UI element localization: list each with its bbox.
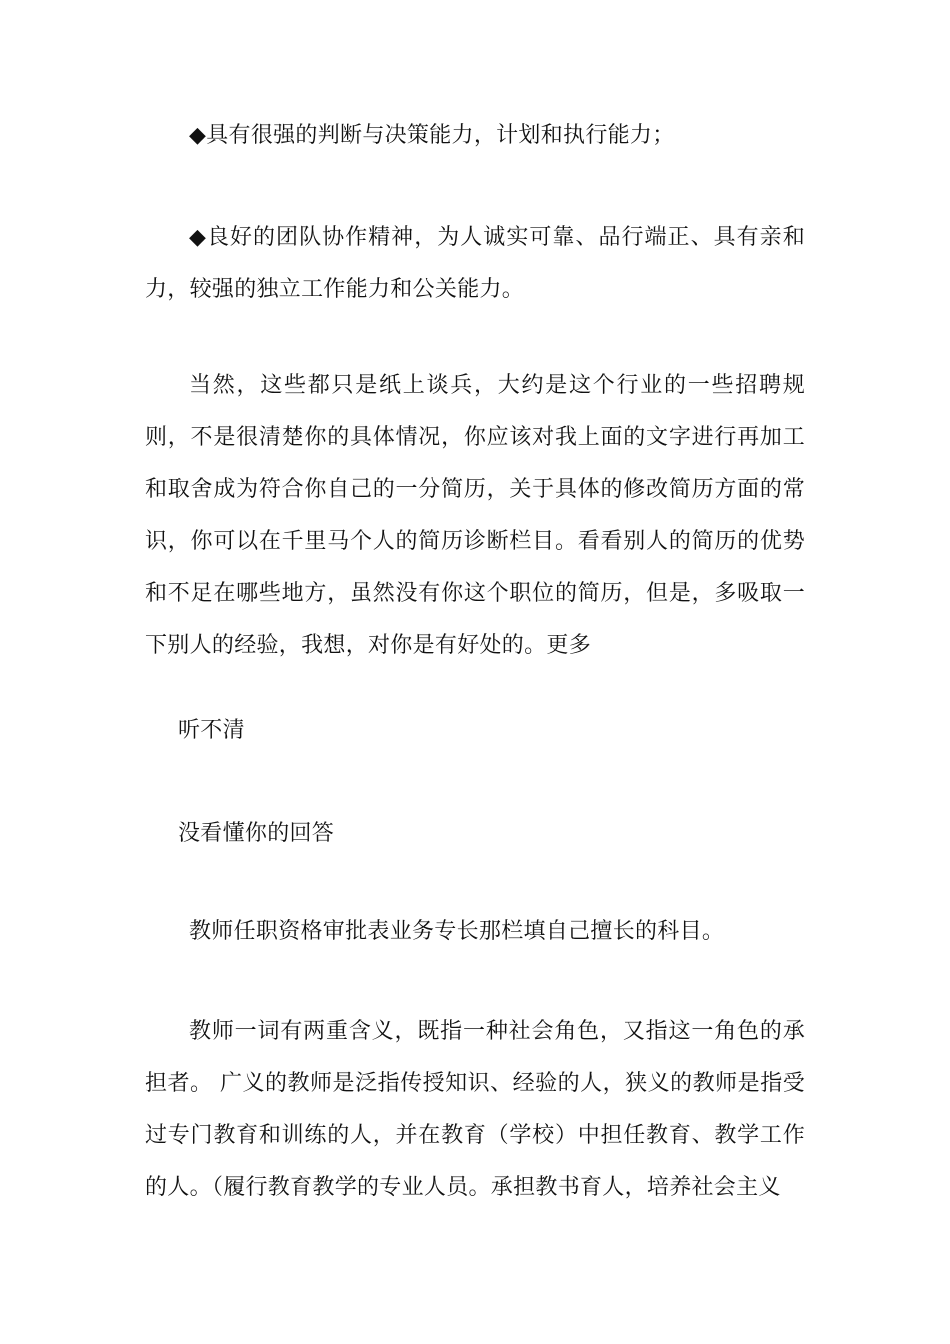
- paragraph-team-spirit: ◆良好的团队协作精神，为人诚实可靠、品行端正、具有亲和力，较强的独立工作能力和公关能力。: [145, 225, 805, 302]
- paragraph-teacher-definition: 教师一词有两重含义，既指一种社会角色，又指这一角色的承担者。 广义的教师是泛指传授知识、经验的人，狭义的教师是指受过专门教育和训练的人，并在教育（学校）中担任教育、教学工作的人。（履行教育教学的专业人员。承担教书育人，培养社会主义: [145, 1019, 805, 1200]
- paragraph-resume-advice: 当然，这些都只是纸上谈兵，大约是这个行业的一些招聘规则，不是很清楚你的具体情况，你应该对我上面的文字进行再加工和取舍成为符合你自己的一分简历，关于具体的修改简历方面的常识，你可以在千里马个人的简历诊断栏目。看看别人的简历的优势和不足在哪些地方，虽然没有你这个职位的简历，但是，多吸取一下别人的经验，我想，对你是有好处的。更多: [145, 373, 805, 658]
- paragraph-teacher-form: 教师任职资格审批表业务专长那栏填自己擅长的科目。: [189, 919, 725, 944]
- paragraph-judgment-ability: ◆具有很强的判断与决策能力，计划和执行能力；: [189, 123, 675, 148]
- paragraph-cannot-hear: 听不清: [178, 718, 245, 743]
- paragraph-not-understood: 没看懂你的回答: [178, 821, 335, 846]
